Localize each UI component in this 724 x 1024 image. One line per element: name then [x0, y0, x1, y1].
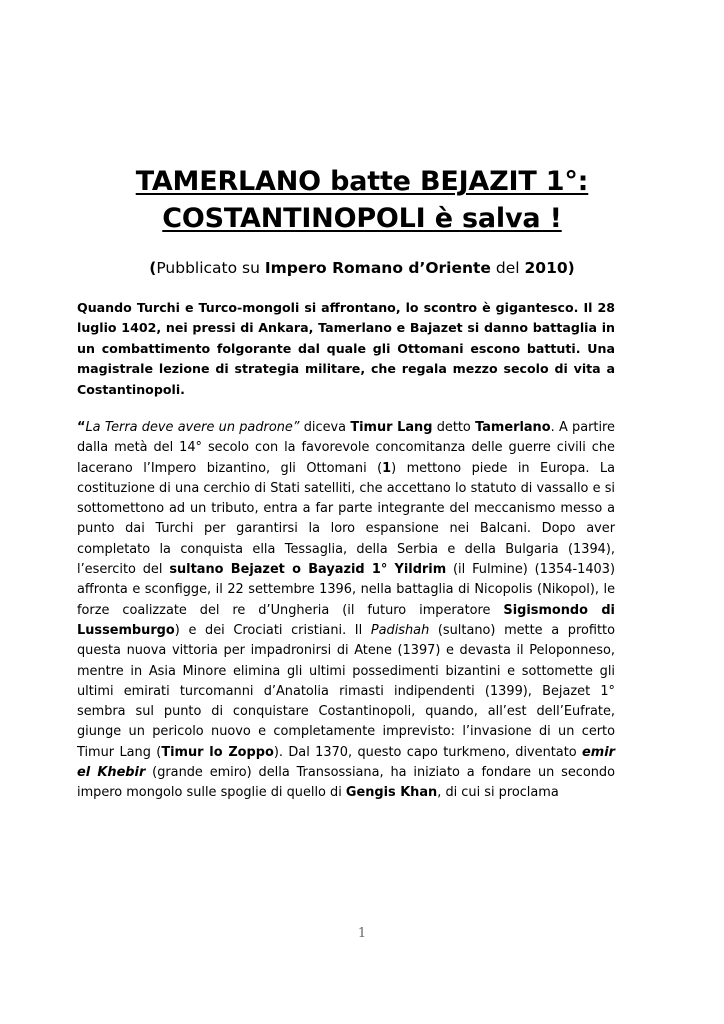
name-tamerlano: Tamerlano [475, 420, 551, 435]
pub-middle: del [490, 259, 525, 277]
body-text: diceva [299, 420, 351, 435]
name-sigismondo: Sigismondo di Lussemburgo [77, 602, 615, 638]
body-text: (grande emiro) della Transossiana, ha iniziato a fondare un secondo impero mongolo sulle spoglie di quello di [77, 765, 615, 801]
name-timur-lo-zoppo: Timur lo Zoppo [161, 744, 274, 760]
body-text: (sultano) mette a profitto questa nuova vittoria per impadronirsi di Atene (1397) e devasta il Peloponneso, mentre in Asia Minore elimina gli ultimi possedimenti bizantini e sottomette gli ultimi emirati turcomanni d’Anatolia rimasti indipendenti (1399), Bejazet 1° sembra sul punto di conquistare Costantinopoli, quando, all’est dell’Eufrate, giunge un pericolo nuovo e completamente imprevisto: l’invasione di un certo Timur Lang ( [77, 622, 615, 760]
body-text: ) e dei Crociati cristiani. Il [174, 622, 371, 638]
body-paragraph [77, 418, 615, 804]
page-number: 1 [357, 926, 367, 941]
pub-source: Impero Romano d’Oriente [264, 259, 491, 277]
body-text: ) mettono piede in Europa. La costituzione di una cerchio di Stati satelliti, che accettano lo statuto di vassallo e si sottomettono ad un tributo, entra a far parte integrante del meccanismo messo a punto dai Turchi per garantirsi la loro espansione nei Balcani. Dopo aver completato la conquista ella Tessaglia, della Serbia e della Bulgaria (1394), l’esercito del [77, 460, 615, 578]
body-text: ). Dal 1370, questo capo turkmeno, diventato [273, 744, 583, 760]
publication-note [0, 259, 724, 277]
term-emir-el-khebir: emir el Khebir [77, 744, 615, 781]
name-sultano: sultano Bejazet o Bayazid 1° Yildrim [169, 562, 447, 578]
body-text: (il Fulmine) (1354-1403) affronta e sconfigge, il 22 settembre 1396, nella battaglia di Nicopolis (Nikopol), le forze coalizzate del re d’Ungheria (il futuro imperatore [77, 562, 615, 618]
body-text: , di cui si proclama [437, 785, 559, 801]
pub-close-paren: ) [567, 259, 575, 277]
body-text: detto [432, 420, 476, 435]
pub-prefix: Pubblicato su [156, 259, 265, 277]
name-timur-lang: Timur Lang [350, 420, 433, 435]
intro-paragraph: Quando Turchi e Turco-mongoli si affrontano, lo scontro è gigantesco. Il 28 luglio 1402, nei pressi di Ankara, Tamerlano e Bajazet si danno battaglia in un combattimento folgorante dal quale gli Ottomani escono battuti. Una magistrale lezione di strategia militare, che regala mezzo secolo di vita a Costantinopoli. [77, 300, 615, 397]
body-text: . A partire dalla metà del 14° secolo con la favorevole concomitanza delle guerre civili che lacerano l’Impero bizantino, gli Ottomani ( [77, 420, 615, 476]
term-padishah: Padishah [370, 622, 430, 638]
footnote-ref: 1 [382, 460, 392, 476]
quote-mark: “ [77, 420, 86, 435]
quote-text: La Terra deve avere un padrone” [85, 420, 300, 435]
pub-open-paren: ( [149, 259, 157, 277]
pub-year: 2010 [524, 259, 568, 277]
title-line-2: COSTANTINOPOLI è salva ! [162, 203, 562, 234]
title-line-1: TAMERLANO batte BEJAZIT 1°: [135, 166, 589, 197]
name-gengis-khan: Gengis Khan [345, 785, 438, 801]
